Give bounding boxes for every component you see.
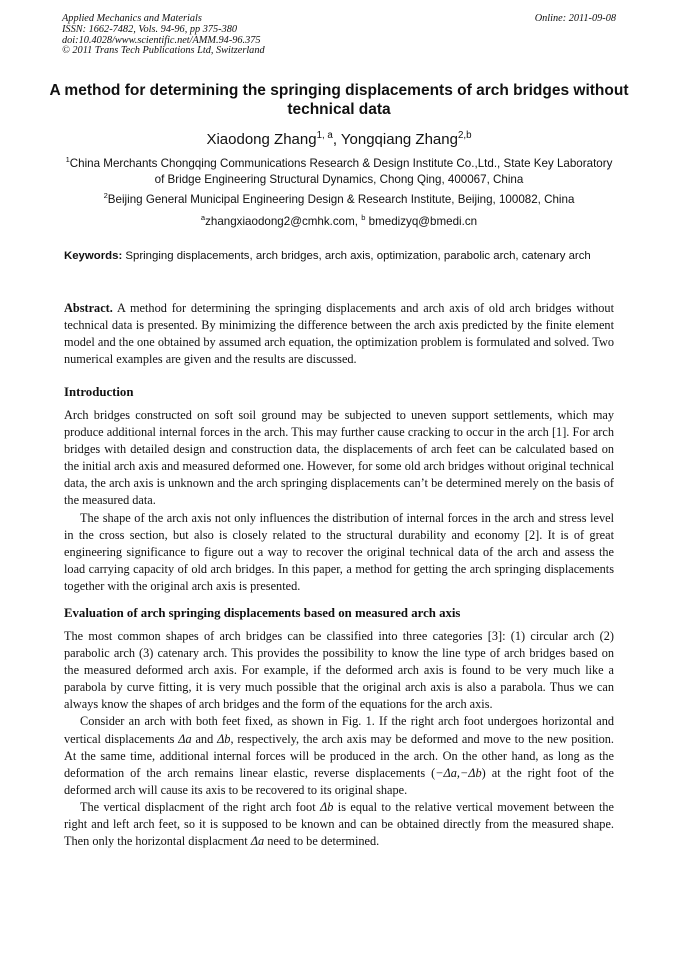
journal-name: Applied Mechanics and Materials [62,13,202,24]
text-run: , respectively, the arch axis may be deformed and move to the new position. At the same time, additional internal forces will be produced in the arch. On the other hand, as long as the deformation of the arch remains linear elastic, reverse displacements ( [64,731,614,780]
affiliation-text: China Merchants Chongqing Communications Research & Design Institute Co.,Ltd., State Key Laboratory of Bridge Engineering Structural Dynamics, Chong Qing, 400067, China [69,157,613,186]
keywords-label: Keywords: [64,250,123,262]
text-run: need to be determined. [264,834,380,849]
paragraph: Arch bridges constructed on soft soil ground may be subjected to uneven support settlements, which may produce additional internal forces in the arch. This may further cause cracking to occur in the arch [1]. For arch bridges with detailed design and construction data, the displacements of arch feet can be calculated based on the initial arch axis and measured deformed one. However, for some old arch bridges without original technical data, the arch axis is unknown and the arch springing displacements can’t be determined merely on the basis of the measured data. [64,408,614,508]
issn-line: ISSN: 1662-7482, Vols. 94-96, pp 375-380 [62,23,238,35]
affiliation-number: 1 [65,155,70,165]
paragraph [64,799,614,850]
author-line [40,131,638,148]
email-line [60,214,618,230]
email-superscript: b [361,213,366,223]
affiliation-2 [60,192,618,208]
text-run: ) at the right foot of the deformed arch will cause its axis to be recovered to its original shape. [64,765,614,797]
author-separator: , [332,131,341,148]
section-heading: Introduction [64,385,134,399]
doi-line: doi:10.4028/www.scientific.net/AMM.94-96.375 [62,34,261,46]
affiliation-number: 2 [103,191,108,201]
online-date: Online: 2011-09-08 [534,13,616,24]
introduction-body [64,407,614,595]
email-link[interactable]: bmedizyq@bmedi.cn [365,215,478,228]
author-name: Yongqiang Zhang [340,131,458,148]
abstract-text: A method for determining the springing displacements and arch axis of old arch bridges without technical data is presented. By minimizing the difference between the arch axis predicted by the finite element model and the one obtained by assumed arch equation, the optimization problem is formulated and solved. Two numerical examples are given and the results are discussed. [64,301,614,367]
paragraph [64,713,614,798]
email-link[interactable]: zhangxiaodong2@cmhk.com, [205,215,362,228]
text-run: and [191,731,218,746]
affiliation-1 [60,156,618,188]
evaluation-body [64,628,614,850]
keywords [64,249,614,264]
abstract-label: Abstract. [64,301,113,315]
copyright-line: © 2011 Trans Tech Publications Ltd, Switzerland [62,45,265,57]
paragraph: The shape of the arch axis not only influences the distribution of internal forces in the arch and stress level in the cross section, but also is closely related to the structural durability and economy [2]. It is of great engineering significance to figure out a way to recover the original technical data of the arch and assess the load carrying capacity of old arch bridges. In this paper, a method for getting the arch springing displacements together with the original arch axis is presented. [64,510,614,593]
author-superscript: 2,b [457,130,472,141]
math-symbol: Δa [178,731,192,746]
section-heading: Evaluation of arch springing displacements based on measured arch axis [64,606,461,620]
journal-header [62,14,616,57]
math-symbol: −Δa,−Δb [435,765,482,780]
math-symbol: Δb [320,799,334,814]
email-superscript: a [200,213,206,223]
text-run: is equal to the relative vertical movement between the right and left arch feet, so it is supposed to be known and can be obtained directly from the measured shape. Then only the horizontal displacment [64,799,614,849]
author-superscript: 1, a [316,130,333,141]
author-name: Xiaodong Zhang [206,131,317,148]
math-symbol: Δa [250,834,265,849]
math-symbol: Δb [217,731,231,746]
paper-title: A method for determining the springing displacements of arch bridges without technical data [49,82,629,118]
text-run: Consider an arch with both feet fixed, as shown in Fig. 1. If the right arch foot undergoes horizontal and vertical displacements [64,714,614,746]
affiliation-text: Beijing General Municipal Engineering Design & Research Institute, Beijing, 100082, China [107,193,575,206]
paragraph: The most common shapes of arch bridges can be classified into three categories [3]: (1) circular arch (2) parabolic arch (3) catenary arch. This provides the possibility to know the line type of arch bridges based on the measured deformed arch axis. For example, if the deformed arch axis is found to be very much like a parabola by curve fitting, it is very much possible that the original arch axis is also a parabola. Thus we can always know the shapes of arch bridges and the form of the equations for the arch axis. [64,629,614,712]
text-run: The vertical displacment of the right arch foot [80,799,321,814]
keywords-text: Springing displacements, arch bridges, arch axis, optimization, parabolic arch, catenary arch [122,250,591,262]
abstract [64,300,614,368]
